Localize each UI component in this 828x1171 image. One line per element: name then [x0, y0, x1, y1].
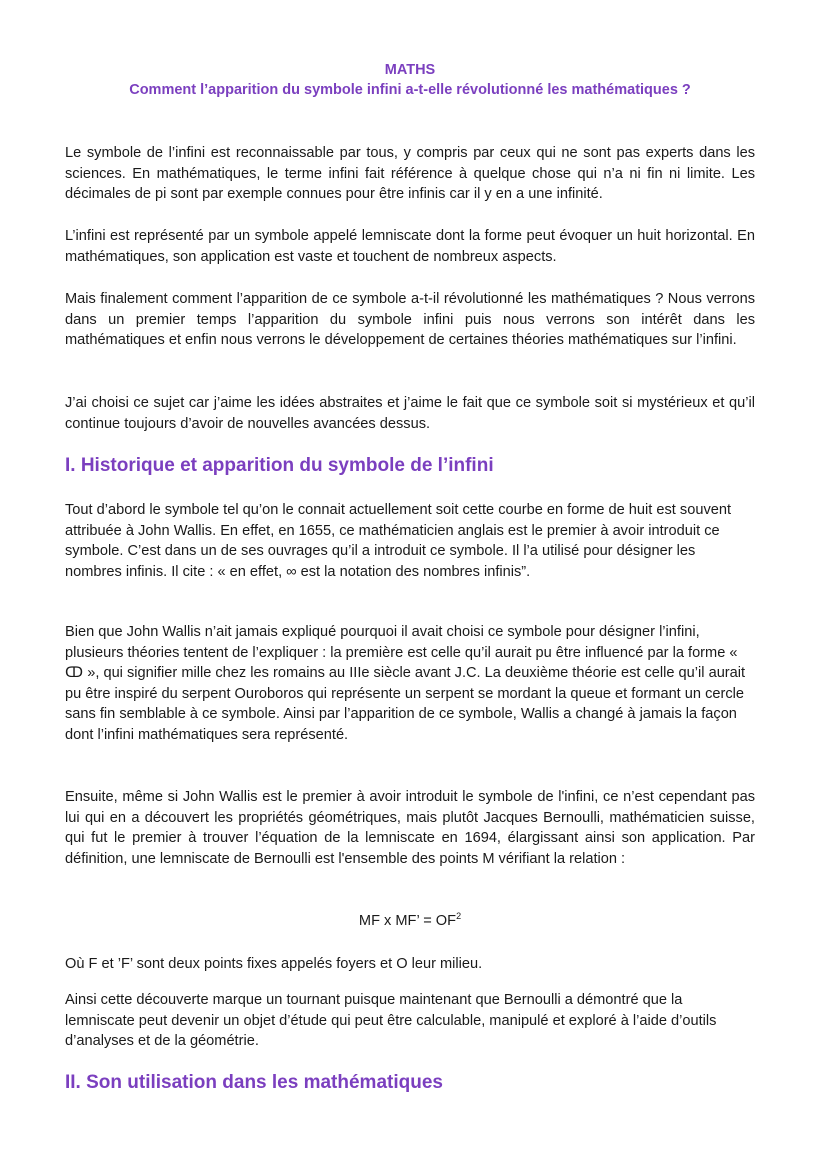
section-2-heading: II. Son utilisation dans les mathématiques — [65, 1072, 443, 1093]
intro-paragraph-3: Mais finalement comment l’apparition de ce symbole a-t-il révolutionné les mathématiques ? Nous verrons dans un premier temps l’apparition du symbole infini puis nous verrons son intérêt dans les mathématiques et enfin nous verrons le développement de certaines théories mathématiques sur l’infini. — [65, 291, 755, 348]
intro-paragraph-4: J’ai choisi ce sujet car j’aime les idées abstraites et j’aime le fait que ce symbole soit si mystérieux et qu’il continue toujours d’avoir de nouvelles avancées dessus. — [65, 395, 755, 432]
intro-paragraph-2: L’infini est représenté par un symbole appelé lemniscate dont la forme peut évoquer un huit horizontal. En mathématiques, son application est vaste et touchent de nombreux aspects. — [65, 228, 755, 265]
section-1-paragraph-5: Ainsi cette découverte marque un tournant puisque maintenant que Bernoulli a démontré que la lemniscate peut devenir un objet d’étude qui peut être calculable, manipulé et exploré à l’aide d’outils d’analyses et de la géométrie. — [65, 992, 717, 1049]
formula-exponent: 2 — [456, 911, 462, 921]
section-1-paragraph-3: Ensuite, même si John Wallis est le premier à avoir introduit le symbole de l'infini, ce n’est cependant pas lui qui en a découvert les propriétés géométriques, mais plutôt Jacques Bernoulli, mathématicien suisse, qui fut le premier à trouver l’équation de la lemniscate en 1694, élargissant ainsi son application. Par définition, une lemniscate de Bernoulli est l'ensemble des points M vérifiant la relation : — [65, 789, 755, 867]
subject-title: MATHS — [384, 62, 436, 78]
formula-main: MF x MF’ = OF — [358, 913, 457, 929]
section-1-heading: I. Historique et apparition du symbole de l’infini — [65, 455, 494, 476]
lemniscate-formula — [65, 913, 755, 929]
intro-paragraph-1: Le symbole de l’infini est reconnaissable par tous, y compris par ceux qui ne sont pas experts dans les sciences. En mathématiques, le terme infini fait référence à quelque chose qui n’a ni fin ni limite. Les décimales de pi sont par exemple connues pour être infinis car il y en a une infinité. — [65, 145, 755, 202]
section-1-paragraph-2: Bien que John Wallis n’ait jamais expliqué pourquoi il avait choisi ce symbole pour désigner l’infini, plusieurs théories tentent de l’expliquer : la première est celle qu’il aurait pu être influencé par la forme « ↀ », qui signifier mille chez les romains au IIIe siècle avant J.C. La deuxième théorie est celle qu’il aurait pu être inspiré du serpent Ouroboros qui représente un serpent se mordant la queue et formant un cercle sans fin semblable à ce symbole. Ainsi par l’apparition de ce symbole, Wallis a changé à jamais la façon dont l’infini mathématiques sera représenté. — [65, 624, 746, 743]
section-1-paragraph-1: Tout d’abord le symbole tel qu’on le connait actuellement soit cette courbe en forme de huit est souvent attribuée à John Wallis. En effet, en 1655, ce mathématicien anglais est le premier à avoir introduit ce symbole. C’est dans un de ses ouvrages qu’il a introduit ce symbole. Il l’a utilisé pour désigner les nombres infinis. Il cite : « en effet, ∞ est la notation des nombres infinis”. — [65, 502, 732, 580]
section-1-paragraph-4: Où F et ’F’ sont deux points fixes appelés foyers et O leur milieu. — [65, 956, 483, 972]
problem-question: Comment l’apparition du symbole infini a-t-elle révolutionné les mathématiques ? — [129, 82, 691, 98]
